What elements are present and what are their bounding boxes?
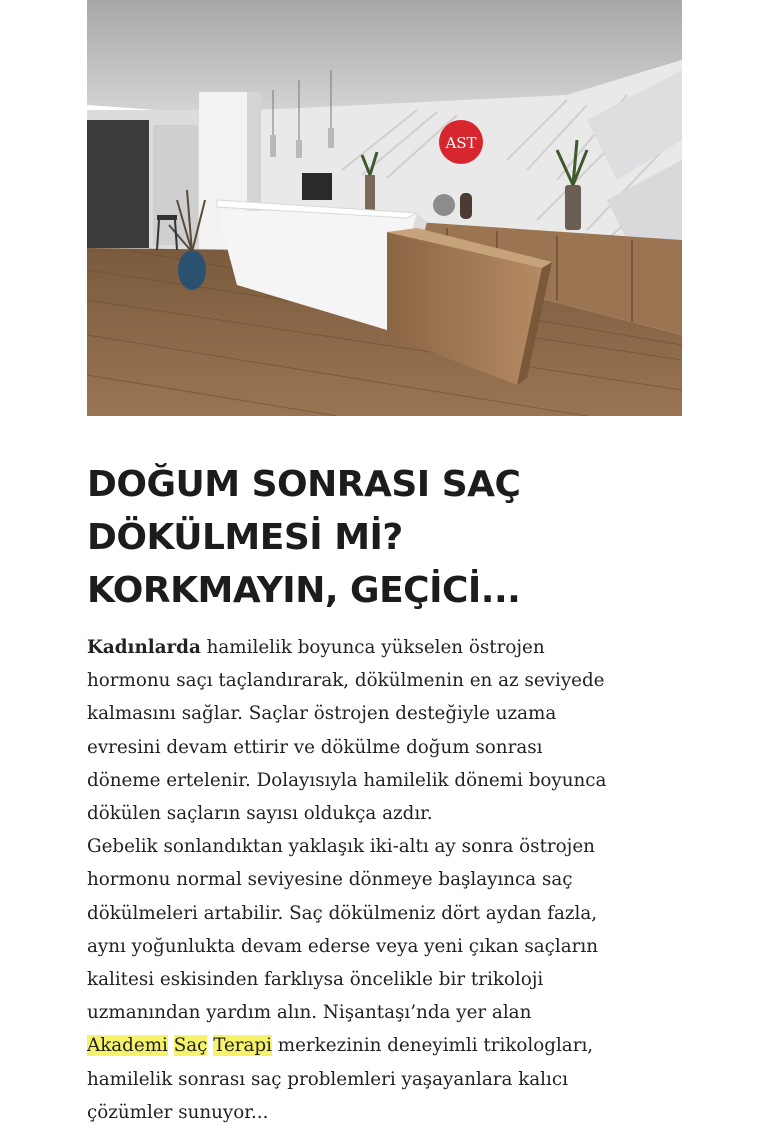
body-line: evresini devam ettirir ve dökülme doğum sonrası [87, 736, 543, 758]
body-line: kalitesi eskisinden farklıysa öncelikle bir trikoloji [87, 969, 544, 991]
body-line: hormonu saçı taçlandırarak, dökülmenin en az seviyede [87, 670, 605, 692]
body-line: çözümler sunuyor... [87, 1101, 269, 1123]
body-text: merkezinin deneyimli trikologları, [271, 1035, 594, 1057]
headline-line-2: DÖKÜLMESİ Mİ? [87, 517, 403, 558]
body-line: dökülmeleri artabilir. Saç dökülmeniz dört aydan fazla, [87, 902, 598, 924]
body-line: Gebelik sonlandıktan yaklaşık iki-altı ay sonra östrojen [87, 836, 595, 858]
body-line [87, 1029, 687, 1062]
body-line: dökülen saçların sayısı oldukça azdır. [87, 803, 433, 825]
body-line: hamilelik sonrası saç problemleri yaşayanlara kalıcı [87, 1068, 568, 1090]
body-text: hamilelik boyunca yükselen östrojen [200, 637, 545, 658]
salon-reception-photo [87, 0, 682, 416]
highlighted-name-word: Terapi [213, 1035, 272, 1057]
lead-word: Kadınlarda [87, 637, 201, 658]
brand-sign-text: AST [445, 134, 477, 152]
body-line: aynı yoğunlukta devam ederse veya yeni çıkan saçların [87, 935, 599, 957]
headline-line-1: DOĞUM SONRASI SAÇ [87, 464, 521, 505]
highlighted-name-word: Saç [173, 1035, 208, 1057]
body-line [87, 631, 687, 664]
highlighted-name-word: Akademi [87, 1035, 168, 1057]
article-headline [87, 458, 687, 617]
body-line: döneme ertelenir. Dolayısıyla hamilelik dönemi boyunca [87, 769, 607, 791]
body-line: kalmasını sağlar. Saçlar östrojen desteğiyle uzama [87, 703, 557, 725]
headline-line-3: KORKMAYIN, GEÇİCİ... [87, 570, 521, 611]
article-body [87, 631, 687, 1129]
body-line: uzmanından yardım alın. Nişantaşı’nda yer alan [87, 1002, 532, 1024]
body-line: hormonu normal seviyesine dönmeye başlayınca saç [87, 869, 573, 891]
